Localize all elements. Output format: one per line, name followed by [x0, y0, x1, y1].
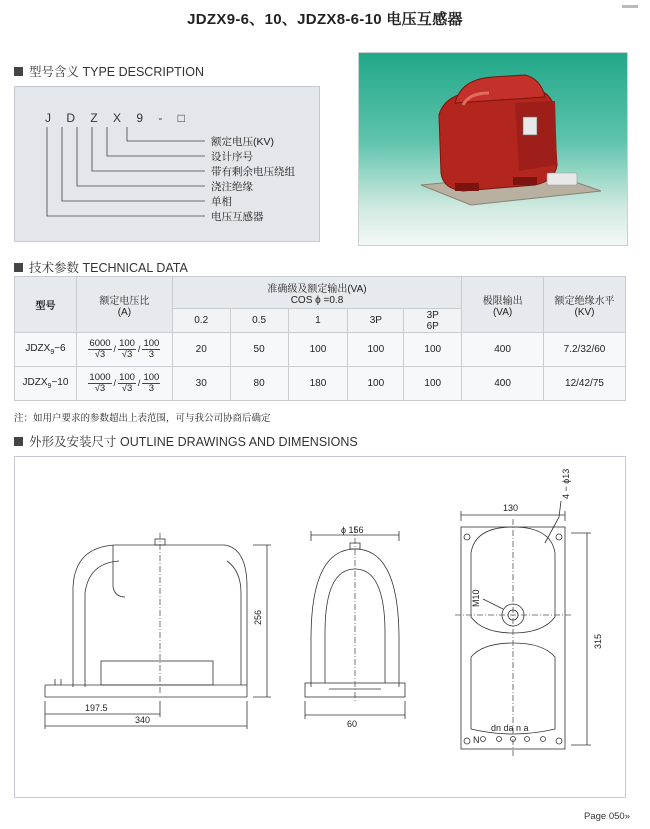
- row-limit: 400: [462, 367, 544, 401]
- label-cast-insulation: 浇注绝缘: [211, 181, 253, 193]
- terminal-labels: dn da n a: [491, 723, 529, 733]
- dim-top-height: 315: [593, 633, 603, 649]
- dim-thread: M10: [471, 589, 481, 607]
- table-note: 注：如用户要求的参数超出上表范围，可与我公司协商后确定: [14, 413, 271, 424]
- outline-heading: [14, 432, 358, 450]
- row-value: 100: [348, 333, 404, 367]
- type-description-heading: [14, 62, 204, 80]
- terminal-n-label: N: [473, 735, 480, 745]
- header-accuracy: 准确级及额定输出(VA) COS ϕ =0.8: [172, 277, 461, 309]
- bullet-square-icon: [14, 263, 23, 272]
- label-rated-voltage: 额定电压(KV): [211, 136, 274, 148]
- label-design-number: 设计序号: [211, 151, 253, 163]
- transformer-illustration: [359, 53, 628, 246]
- header-model: 型号: [15, 277, 77, 333]
- type-code: J D Z X 9 - □: [45, 111, 191, 125]
- row-value: 100: [404, 367, 462, 401]
- front-view: [45, 533, 271, 729]
- row-model: $JDZX_9-6$: [15, 333, 77, 367]
- class-3p: 3P: [348, 309, 404, 333]
- technical-data-table: [14, 276, 626, 401]
- header-insulation-level: 额定绝缘水平 (KV): [544, 277, 626, 333]
- label-single-phase: 单相: [211, 196, 232, 208]
- class-3p-6p: 3P 6P: [404, 309, 462, 333]
- row-limit: 400: [462, 333, 544, 367]
- corner-mark: [622, 0, 638, 8]
- dim-top-width: 130: [503, 503, 519, 513]
- header-ratio: 额定电压比 (A): [76, 277, 172, 333]
- label-voltage-transformer: 电压互感器: [211, 211, 264, 223]
- row-value: 100: [288, 333, 348, 367]
- page-title: JDZX9-6、10、JDZX8-6-10 电压互感器: [187, 11, 463, 28]
- outline-heading-text: 外形及安装尺寸 OUTLINE DRAWINGS AND DIMENSIONS: [29, 435, 358, 449]
- label-residual-winding: 带有剩余电压绕组: [211, 166, 295, 178]
- row-insulation: 12/42/75: [544, 367, 626, 401]
- table-row: [15, 333, 626, 367]
- row-value: 100: [404, 333, 462, 367]
- dim-height-front: 256: [253, 609, 263, 625]
- row-value: 50: [230, 333, 288, 367]
- row-value: 100: [348, 367, 404, 401]
- bullet-square-icon: [14, 437, 23, 446]
- table-row: [15, 367, 626, 401]
- row-ratio: $\frac{6000}{√3}$ / $\frac{100}{√3}$ / $\frac{100}{3}$: [76, 333, 172, 367]
- product-photo: [358, 52, 628, 246]
- bullet-square-icon: [14, 67, 23, 76]
- dim-side-width: 60: [347, 719, 358, 729]
- dim-side-diameter: ϕ 156: [341, 525, 364, 535]
- outline-drawing-box: [14, 456, 626, 798]
- class-0-2: 0.2: [172, 309, 230, 333]
- row-value: 30: [172, 367, 230, 401]
- class-0-5: 0.5: [230, 309, 288, 333]
- side-view: [305, 527, 405, 719]
- header-limit-output: 极限输出 (VA): [462, 277, 544, 333]
- dim-mount-holes: 4 − ϕ13: [561, 468, 571, 499]
- outline-drawings: [15, 457, 627, 799]
- type-description-box: [14, 86, 320, 242]
- page-number: Page 050»: [584, 811, 630, 822]
- class-1: 1: [288, 309, 348, 333]
- row-value: 180: [288, 367, 348, 401]
- row-value: 80: [230, 367, 288, 401]
- row-model: $JDZX_9-10$: [15, 367, 77, 401]
- technical-data-heading: [14, 258, 188, 276]
- type-description-heading-text: 型号含义 TYPE DESCRIPTION: [29, 65, 205, 79]
- row-insulation: 7.2/32/60: [544, 333, 626, 367]
- row-ratio: $\frac{1000}{√3}$ / $\frac{100}{√3}$ / $\frac{100}{3}$: [76, 367, 172, 401]
- row-value: 20: [172, 333, 230, 367]
- top-view: [455, 501, 591, 757]
- technical-data-heading-text: 技术参数 TECHNICAL DATA: [29, 261, 188, 275]
- dim-front-width-1: 197.5: [85, 703, 108, 713]
- dim-front-width-2: 340: [135, 715, 151, 725]
